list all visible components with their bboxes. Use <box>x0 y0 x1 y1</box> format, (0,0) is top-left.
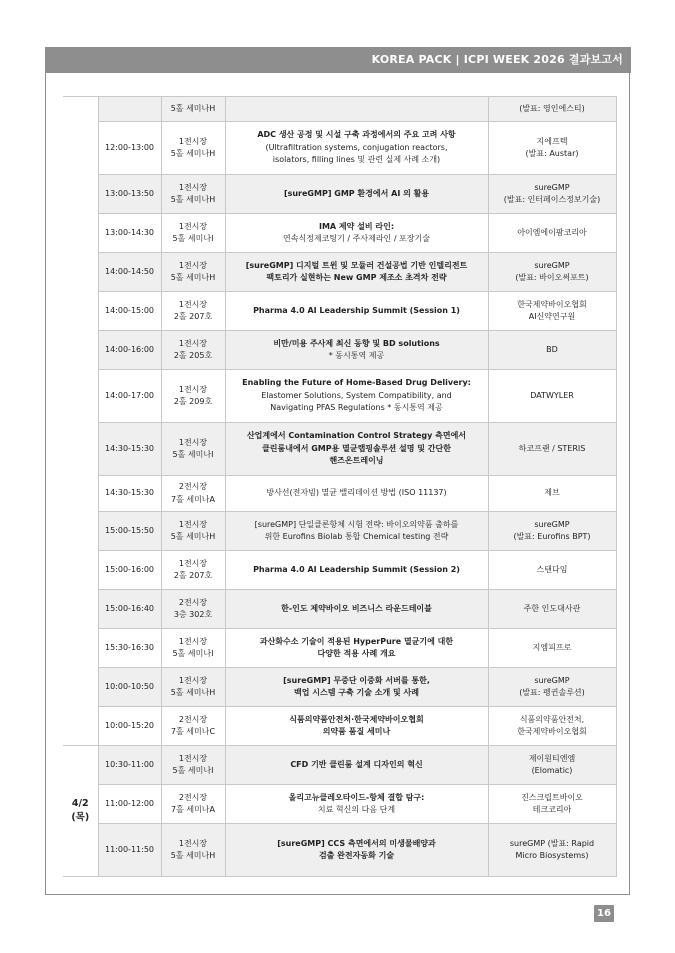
title-line: 방사선(전자빔) 멸균 밸리데이션 방법 (ISO 11137) <box>266 488 447 498</box>
venue-line: 2전시장 <box>178 482 208 491</box>
time-cell: 12:00-13:00 <box>98 122 161 175</box>
title-line: Navigating PFAS Regulations * 동시통역 제공 <box>270 403 443 413</box>
page-number: 16 <box>594 905 614 922</box>
title-cell <box>225 590 488 629</box>
title-line: 검출 완전자동화 기술 <box>318 851 395 860</box>
host-cell <box>488 746 616 785</box>
table-row <box>63 175 616 214</box>
venue-cell <box>161 253 225 292</box>
title-line: Enabling the Future of Home-Based Drug Delivery: <box>242 378 471 388</box>
table-row <box>63 122 616 175</box>
date-cell <box>63 746 98 877</box>
title-line: * 동시통역 제공 <box>328 351 385 360</box>
title-line: CFD 기반 클린룸 설계 디자인의 혁신 <box>290 759 423 769</box>
title-line: 올리고뉴클레오타이드-항체 결합 탐구: <box>288 792 425 802</box>
time-cell: 11:00-12:00 <box>98 785 161 824</box>
host-line: (발표: 펭귄솔루션) <box>519 688 585 697</box>
title-line: (Ultrafiltration systems, conjugation reactors, <box>265 142 448 152</box>
table-row <box>63 97 616 122</box>
venue-line: 5홀 세미나H <box>170 273 216 282</box>
host-line: sureGMP <box>534 675 570 685</box>
title-line: ADC 생산 공정 및 시설 구축 과정에서의 주요 고려 사항 <box>257 130 456 140</box>
table-row <box>63 214 616 253</box>
venue-line: 5홀 세미나H <box>170 851 216 860</box>
venue-line: 5홀 세미나H <box>170 149 216 158</box>
time-cell: 14:30-15:30 <box>98 423 161 476</box>
host-cell <box>488 512 616 551</box>
host-cell <box>488 331 616 370</box>
time-cell: 13:00-13:50 <box>98 175 161 214</box>
title-line: 산업계에서 Contamination Control Strategy 측면에서 <box>246 431 467 441</box>
host-cell <box>488 423 616 476</box>
venue-line: 1전시장 <box>178 437 208 447</box>
title-line: [sureGMP] 디지털 트윈 및 모듈러 건설공법 기반 인텔리전트 <box>245 260 468 270</box>
venue-line: 5홀 세미나I <box>172 450 214 459</box>
title-cell <box>225 707 488 746</box>
venue-cell <box>161 175 225 214</box>
venue-cell <box>161 551 225 590</box>
host-cell <box>488 707 616 746</box>
time-cell: 14:00-14:50 <box>98 253 161 292</box>
table-row <box>63 824 616 877</box>
table-row <box>63 370 616 423</box>
venue-line: 1전시장 <box>178 182 208 192</box>
host-cell <box>488 97 616 122</box>
table-row <box>63 253 616 292</box>
venue-cell <box>161 824 225 877</box>
title-line: 연속식정제코팅기 / 주사제라인 / 포장기술 <box>283 234 430 243</box>
venue-line: 1전시장 <box>178 558 208 568</box>
schedule-table <box>63 96 617 877</box>
title-line: 치료 혁신의 다음 단계 <box>317 805 396 814</box>
title-line: 다양한 적용 사례 개요 <box>317 649 396 658</box>
title-line: [sureGMP] CCS 측면에서의 미생물배양과 <box>277 838 436 848</box>
host-line: (발표: 영인에스티) <box>519 103 585 113</box>
venue-cell <box>161 476 225 512</box>
host-line: sureGMP <box>534 519 570 529</box>
venue-line: 2홀 205호 <box>173 351 213 360</box>
host-line: AI신약연구원 <box>528 312 576 321</box>
document-title: KOREA PACK | ICPI WEEK 2026 결과보고서 <box>371 53 623 66</box>
table-row <box>63 707 616 746</box>
title-cell <box>225 476 488 512</box>
venue-line: 1전시장 <box>178 519 208 529</box>
host-line: 스탠다임 <box>536 564 568 574</box>
venue-line: 2홀 209호 <box>173 397 213 406</box>
title-line: 의약품 품질 세미나 <box>322 727 391 736</box>
time-cell: 10:30-11:00 <box>98 746 161 785</box>
date-label: 4/2 <box>71 798 89 809</box>
title-line: 식품의약품안전처·한국제약바이오협회 <box>289 714 424 724</box>
venue-line: 5홀 세미나H <box>170 688 216 697</box>
host-line: 아이엠에이팜코리아 <box>517 227 587 237</box>
venue-line: 2전시장 <box>178 714 208 724</box>
host-line: (발표: Austar) <box>525 149 579 158</box>
table-row <box>63 629 616 668</box>
venue-line: 7홀 세미나A <box>170 805 216 814</box>
host-cell <box>488 253 616 292</box>
title-line: IMA 제약 설비 라인: <box>318 221 395 231</box>
host-line: 하코프랜 / STERIS <box>518 443 586 453</box>
title-cell <box>225 824 488 877</box>
date-cell <box>63 97 98 746</box>
title-cell <box>225 370 488 423</box>
venue-line: 7홀 세미나C <box>170 727 216 736</box>
title-line: isolators, filling lines 및 관련 실제 사례 소개) <box>272 155 441 165</box>
host-line: (발표: Eurofins BPT) <box>513 532 591 541</box>
host-cell <box>488 175 616 214</box>
host-cell <box>488 370 616 423</box>
table-row <box>63 331 616 370</box>
host-cell <box>488 785 616 824</box>
venue-cell <box>161 629 225 668</box>
table-row <box>63 512 616 551</box>
time-cell: 15:00-16:00 <box>98 551 161 590</box>
venue-line: 7홀 세미나A <box>170 494 216 504</box>
venue-cell <box>161 512 225 551</box>
host-line: 진스크립트바이오 <box>521 792 583 802</box>
venue-cell <box>161 97 225 122</box>
table-row <box>63 590 616 629</box>
time-cell: 15:00-15:50 <box>98 512 161 551</box>
title-line: 팩토리가 실현하는 New GMP 제조소 초격차 전략 <box>266 273 447 282</box>
title-line: 핸즈온트레이닝 <box>329 456 384 466</box>
host-cell <box>488 292 616 331</box>
host-cell <box>488 476 616 512</box>
host-line: Micro Biosystems) <box>515 851 589 860</box>
venue-line: 5홀 세미나I <box>172 649 214 658</box>
title-line: [sureGMP] GMP 환경에서 AI 의 활용 <box>283 188 430 198</box>
venue-line: 5홀 세미나H <box>170 103 216 113</box>
host-line: sureGMP <box>534 260 570 270</box>
title-line: 클린룸내에서 GMP용 멸균랩핑솔루션 설명 및 간단한 <box>262 443 451 453</box>
title-line: [sureGMP] 단일클론항체 시험 전략: 바이오의약품 출하를 <box>254 519 459 529</box>
host-line: sureGMP (발표: Rapid <box>509 838 595 848</box>
time-cell: 14:00-16:00 <box>98 331 161 370</box>
time-cell <box>98 97 161 122</box>
host-cell <box>488 824 616 877</box>
host-cell <box>488 668 616 707</box>
time-cell: 14:00-17:00 <box>98 370 161 423</box>
title-cell <box>225 746 488 785</box>
venue-cell <box>161 590 225 629</box>
host-line: 한국제약바이오협회 <box>517 299 587 309</box>
venue-line: 5홀 세미나H <box>170 195 216 204</box>
time-cell: 10:00-10:50 <box>98 668 161 707</box>
host-cell <box>488 590 616 629</box>
table-row <box>63 423 616 476</box>
time-cell: 14:30-15:30 <box>98 476 161 512</box>
title-line: Elastomer Solutions, System Compatibility, and <box>261 390 452 400</box>
venue-cell <box>161 370 225 423</box>
title-line: 비만/미용 주사제 최신 동향 및 BD solutions <box>273 338 440 348</box>
host-cell <box>488 551 616 590</box>
host-line: sureGMP <box>534 182 570 192</box>
title-cell <box>225 512 488 551</box>
host-cell <box>488 629 616 668</box>
title-cell <box>225 214 488 253</box>
venue-cell <box>161 746 225 785</box>
title-line: [sureGMP] 무중단 이중화 서버를 통한, <box>283 675 430 685</box>
date-label: (목) <box>71 812 90 823</box>
venue-line: 3층 302호 <box>173 610 213 619</box>
time-cell: 14:00-15:00 <box>98 292 161 331</box>
host-line: 주한 인도대사관 <box>523 603 581 613</box>
time-cell: 15:00-16:40 <box>98 590 161 629</box>
venue-cell <box>161 331 225 370</box>
host-line: (발표: 바이오써포트) <box>515 273 589 282</box>
venue-line: 1전시장 <box>178 221 208 231</box>
title-cell <box>225 331 488 370</box>
host-line: 지엠피프로 <box>532 642 572 652</box>
time-cell: 15:30-16:30 <box>98 629 161 668</box>
table-row <box>63 746 616 785</box>
venue-line: 5홀 세미나H <box>170 532 216 541</box>
title-cell <box>225 423 488 476</box>
venue-line: 1전시장 <box>178 384 208 394</box>
host-line: 한국제약바이오협회 <box>517 727 587 736</box>
title-line: 백업 시스템 구축 기술 소개 및 사례 <box>294 688 419 697</box>
table-row <box>63 668 616 707</box>
title-cell <box>225 292 488 331</box>
title-line: 과산화수소 기술이 적용된 HyperPure 멸균기에 대한 <box>259 636 454 646</box>
table-row <box>63 292 616 331</box>
host-line: 식품의약품안전처, <box>519 714 585 724</box>
title-cell <box>225 122 488 175</box>
venue-line: 1전시장 <box>178 838 208 848</box>
time-cell: 10:00-15:20 <box>98 707 161 746</box>
venue-cell <box>161 423 225 476</box>
venue-line: 1전시장 <box>178 338 208 348</box>
venue-cell <box>161 292 225 331</box>
title-cell <box>225 629 488 668</box>
title-cell <box>225 97 488 122</box>
venue-cell <box>161 785 225 824</box>
venue-line: 1전시장 <box>178 675 208 685</box>
venue-line: 1전시장 <box>178 260 208 270</box>
venue-line: 1전시장 <box>178 753 208 763</box>
venue-line: 1전시장 <box>178 299 208 309</box>
host-line: 제브 <box>544 488 560 498</box>
venue-cell <box>161 668 225 707</box>
venue-line: 1전시장 <box>178 136 208 146</box>
host-line: DATWYLER <box>530 390 574 400</box>
host-cell <box>488 214 616 253</box>
time-cell: 11:00-11:50 <box>98 824 161 877</box>
venue-line: 1전시장 <box>178 636 208 646</box>
venue-line: 2전시장 <box>178 792 208 802</box>
venue-cell <box>161 707 225 746</box>
title-line: Pharma 4.0 AI Leadership Summit (Session 2) <box>253 564 460 574</box>
time-cell: 13:00-14:30 <box>98 214 161 253</box>
venue-cell <box>161 122 225 175</box>
table-row <box>63 785 616 824</box>
host-line: 지에프텍 <box>536 136 568 146</box>
venue-line: 2홀 207호 <box>173 571 213 580</box>
venue-line: 2전시장 <box>178 597 208 607</box>
host-cell <box>488 122 616 175</box>
title-line: 위한 Eurofins Biolab 통합 Chemical testing 전략 <box>264 532 449 541</box>
host-line: 테크코리아 <box>532 805 572 814</box>
title-cell <box>225 175 488 214</box>
venue-cell <box>161 214 225 253</box>
title-cell <box>225 668 488 707</box>
host-line: (발표: 인터페이스정보기술) <box>503 195 601 204</box>
host-line: 제이원티엔엠 <box>528 753 576 763</box>
venue-line: 5홀 세미나I <box>172 234 214 243</box>
title-line: 한-인도 제약바이오 비즈니스 라운드테이블 <box>281 603 432 613</box>
title-cell <box>225 551 488 590</box>
table-row <box>63 476 616 512</box>
venue-line: 2홀 207호 <box>173 312 213 321</box>
venue-line: 5홀 세미나I <box>172 766 214 775</box>
title-cell <box>225 785 488 824</box>
host-line: (Elomatic) <box>531 766 573 775</box>
host-line: BD <box>546 344 558 354</box>
title-line: Pharma 4.0 AI Leadership Summit (Session 1) <box>253 305 460 315</box>
header-bar <box>45 47 631 73</box>
table-row <box>63 551 616 590</box>
title-cell <box>225 253 488 292</box>
